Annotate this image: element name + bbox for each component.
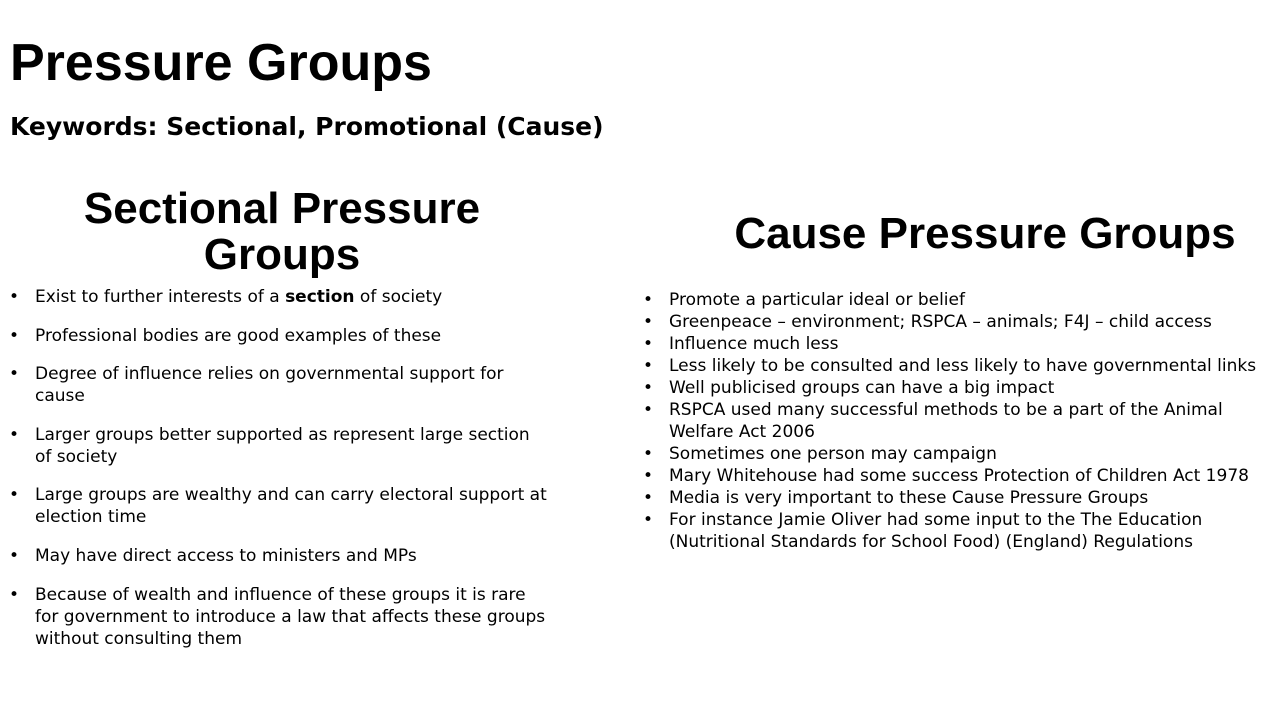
- sectional-bullet: • Larger groups better supported as represent large section of society: [9, 424, 549, 468]
- cause-bullet: • Greenpeace – environment; RSPCA – animals; F4J – child access: [643, 311, 1280, 333]
- slide-title: Pressure Groups: [10, 34, 432, 92]
- cause-bullet: • Well publicised groups can have a big impact: [643, 377, 1280, 399]
- cause-bullet: • For instance Jamie Oliver had some input to the The Education (Nutritional Standards for School Food) (England) Regulations: [643, 509, 1280, 553]
- cause-bullet: • Less likely to be consulted and less likely to have governmental links: [643, 355, 1280, 377]
- sectional-bullet: • May have direct access to ministers and MPs: [9, 545, 549, 567]
- slide-subtitle: Keywords: Sectional, Promotional (Cause): [10, 112, 604, 141]
- sectional-bullet: • Degree of influence relies on governmental support for cause: [9, 363, 549, 407]
- sectional-bullet: [9, 286, 549, 308]
- cause-bullet: • Sometimes one person may campaign: [643, 443, 1280, 465]
- cause-bullet: • Mary Whitehouse had some success Protection of Children Act 1978: [643, 465, 1280, 487]
- sectional-heading: Sectional Pressure Groups: [83, 184, 481, 279]
- sectional-bullet-list: [9, 286, 549, 666]
- bullet-text: Exist to further interests of a: [35, 287, 286, 307]
- cause-bullet-list: [643, 289, 1280, 553]
- bullet-text: of society: [354, 287, 443, 307]
- cause-bullet: • RSPCA used many successful methods to be a part of the Animal Welfare Act 2006: [643, 399, 1280, 443]
- cause-bullet: • Influence much less: [643, 333, 1280, 355]
- bullet-text-emphasis: section: [285, 287, 355, 307]
- cause-bullet: • Media is very important to these Cause Pressure Groups: [643, 487, 1280, 509]
- cause-bullet: • Promote a particular ideal or belief: [643, 289, 1280, 311]
- sectional-bullet: • Professional bodies are good examples of these: [9, 325, 549, 347]
- cause-heading: Cause Pressure Groups: [734, 209, 1236, 258]
- sectional-bullet: • Because of wealth and influence of these groups it is rare for government to introduce a law that affects these groups without consulting them: [9, 584, 549, 650]
- sectional-bullet: • Large groups are wealthy and can carry electoral support at election time: [9, 484, 549, 528]
